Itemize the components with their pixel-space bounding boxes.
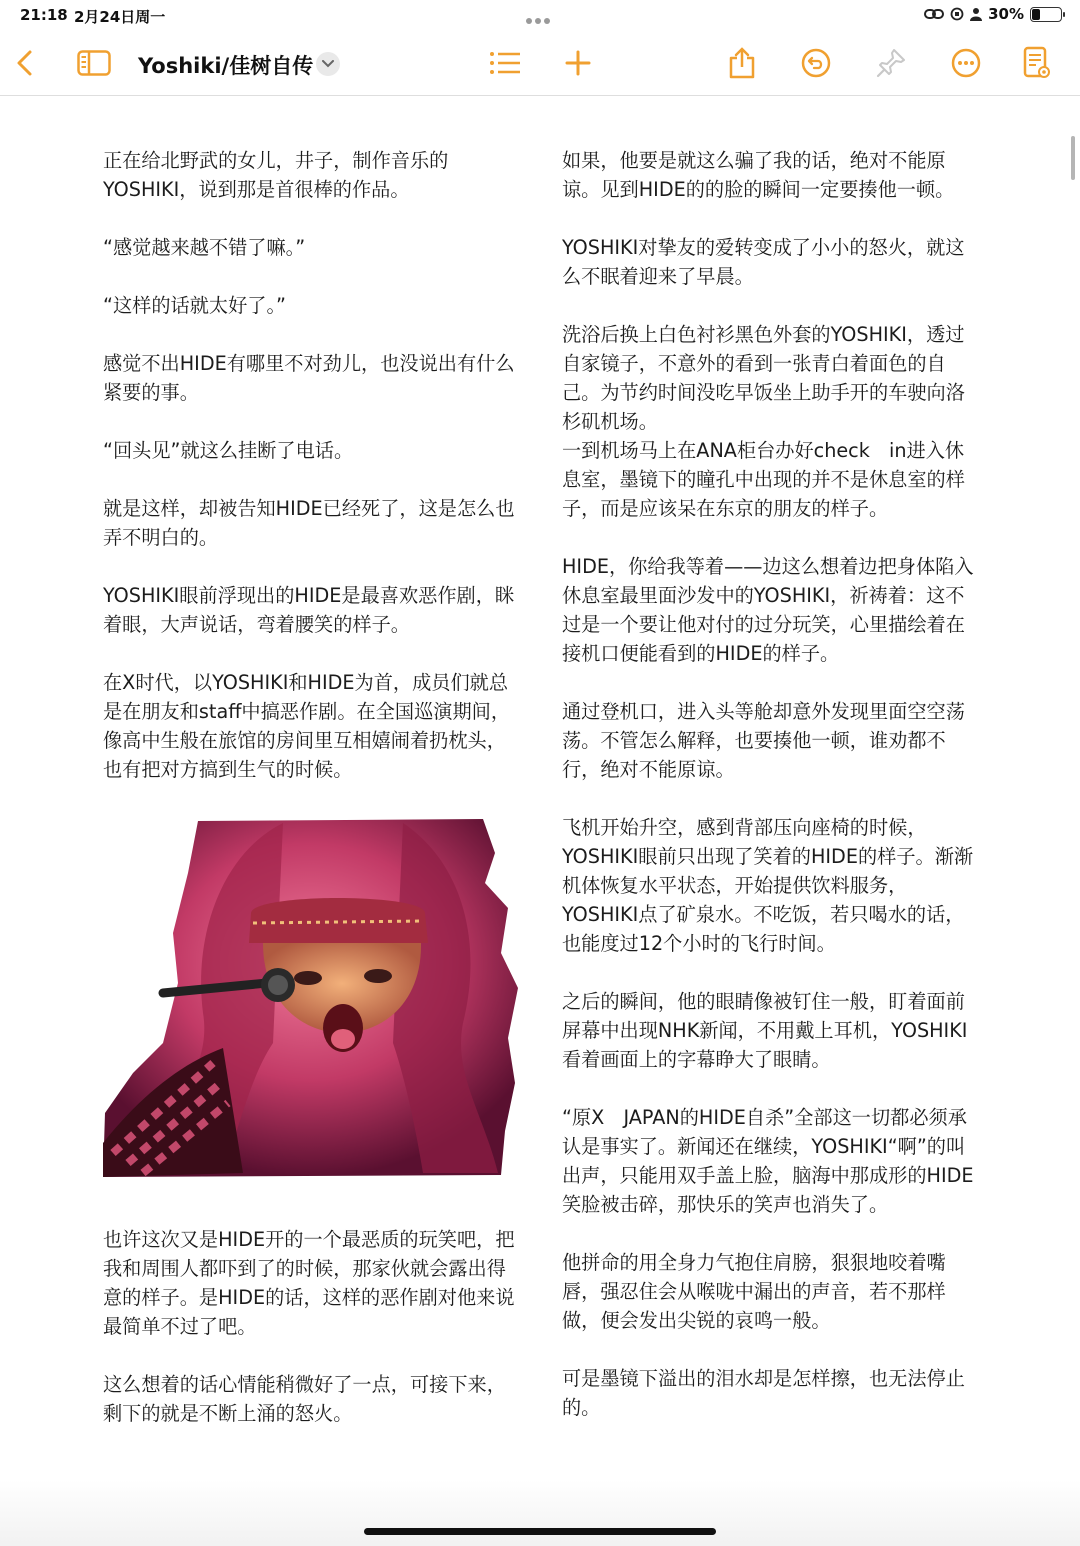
document-title[interactable]: Yoshiki/佳树自传 xyxy=(138,54,314,78)
plus-icon[interactable] xyxy=(561,46,595,80)
battery-percent: 30% xyxy=(988,5,1024,23)
paragraph: 之后的瞬间，他的眼睛像被钉住一般，盯着面前屏幕中出现NHK新闻，不用戴上耳机，YOSHIKI看着画面上的字幕睁大了眼睛。 xyxy=(562,990,968,1071)
paragraph: 这么想着的话心情能稍微好了一点，可接下来，剩下的就是不断上涌的怒火。 xyxy=(103,1373,506,1425)
paragraph: “感觉越来越不错了嘛。” xyxy=(103,236,306,259)
document-right-column[interactable] xyxy=(562,146,980,1451)
pin-icon[interactable] xyxy=(874,46,908,80)
scroll-indicator[interactable] xyxy=(1071,136,1075,180)
paragraph: YOSHIKI对挚友的爱转变成了小小的怒火，就这么不眠着迎来了早晨。 xyxy=(562,236,965,288)
link-icon xyxy=(924,7,944,21)
home-indicator[interactable] xyxy=(364,1528,716,1535)
person-icon xyxy=(970,7,982,21)
paragraph: 也许这次又是HIDE开的一个最恶质的玩笑吧，把我和周围人都吓到了的时候，那家伙就会露出得意的样子。是HIDE的话，这样的恶作剧对他来说最简单不过了吧。 xyxy=(103,1228,515,1338)
paragraph: 通过登机口，进入头等舱却意外发现里面空空荡荡。不管怎么解释，也要揍他一顿，谁劝都不行，绝对不能原谅。 xyxy=(562,700,965,781)
performer-photo-image xyxy=(103,813,521,1189)
paragraph: “原X JAPAN的HIDE自杀”全部这一切都必须承认是事实了。新闻还在继续，YOSHIKI“啊”的叫出声，只能用双手盖上脸，脑海中那成形的HIDE笑脸被击碎，那快乐的笑声也消失了。 xyxy=(562,1106,974,1216)
list-icon[interactable] xyxy=(488,46,522,80)
paragraph: 正在给北野武的女儿，井子，制作音乐的YOSHIKI，说到那是首很棒的作品。 xyxy=(103,149,449,201)
share-icon[interactable] xyxy=(725,46,759,80)
orientation-lock-icon xyxy=(950,7,964,21)
document-view-icon[interactable] xyxy=(1020,46,1054,80)
paragraph: 就是这样，却被告知HIDE已经死了，这是怎么也弄不明白的。 xyxy=(103,497,515,549)
status-right xyxy=(924,5,1062,23)
battery-icon xyxy=(1030,7,1062,22)
paragraph: 在X时代，以YOSHIKI和HIDE为首，成员们就总是在朋友和staff中搞恶作剧。在全国巡演期间，像高中生般在旅馆的房间里互相嬉闹着扔枕头，也有把对方搞到生气的时候。 xyxy=(103,671,511,781)
paragraph: 他拼命的用全身力气抱住肩膀，狠狠地咬着嘴唇，强忍住会从喉咙中漏出的声音，若不那样做，便会发出尖锐的哀鸣一般。 xyxy=(562,1251,946,1332)
paragraph: HIDE，你给我等着——边这么想着边把身体陷入休息室最里面沙发中的YOSHIKI，祈祷着：这不过是一个要让他对付的过分玩笑，心里描绘着在接机口便能看到的HIDE的样子。 xyxy=(562,555,974,665)
chevron-down-icon[interactable] xyxy=(316,52,340,76)
performer-photo[interactable] xyxy=(103,813,521,1189)
sidebar-icon[interactable] xyxy=(76,46,112,80)
paragraph: 感觉不出HIDE有哪里不对劲儿，也没说出有什么紧要的事。 xyxy=(103,352,515,404)
document-left-column[interactable] xyxy=(103,146,521,1457)
paragraph: “回头见”就这么挂断了电话。 xyxy=(103,439,354,462)
paragraph: YOSHIKI眼前浮现出的HIDE是最喜欢恶作剧，眯着眼，大声说话，弯着腰笑的样子。 xyxy=(103,584,515,636)
status-date: 2月24日周一 xyxy=(74,8,166,26)
toolbar xyxy=(0,32,1080,96)
multitasking-dots-icon[interactable] xyxy=(526,10,554,18)
status-bar xyxy=(0,0,1080,32)
battery-fill xyxy=(1032,9,1040,20)
undo-icon[interactable] xyxy=(799,46,833,80)
more-icon[interactable] xyxy=(949,46,983,80)
bottom-fade xyxy=(0,1480,1080,1546)
status-time: 21:18 xyxy=(20,6,68,24)
paragraph: 飞机开始升空，感到背部压向座椅的时候，YOSHIKI眼前只出现了笑着的HIDE的样子。渐渐机体恢复水平状态，开始提供饮料服务，YOSHIKI点了矿泉水。不吃饭，若只喝水的话，也能度过12个小时的飞行时间。 xyxy=(562,816,974,955)
paragraph: 如果，他要是就这么骗了我的话，绝对不能原谅。见到HIDE的的脸的瞬间一定要揍他一顿。 xyxy=(562,149,955,201)
paragraph: “这样的话就太好了。” xyxy=(103,294,286,317)
paragraph: 可是墨镜下溢出的泪水却是怎样擦，也无法停止的。 xyxy=(562,1367,965,1419)
back-chevron-icon[interactable] xyxy=(8,46,42,80)
paragraph: 洗浴后换上白色衬衫黑色外套的YOSHIKI，透过自家镜子，不意外的看到一张青白着面色的自己。为节约时间没吃早饭坐上助手开的车驶向洛杉矶机场。 一到机场马上在ANA柜台办好check in进入休息室，墨镜下的瞳孔中出现的并不是休息室的样子，而是应该呆在东京的朋友的样子。 xyxy=(562,323,965,520)
